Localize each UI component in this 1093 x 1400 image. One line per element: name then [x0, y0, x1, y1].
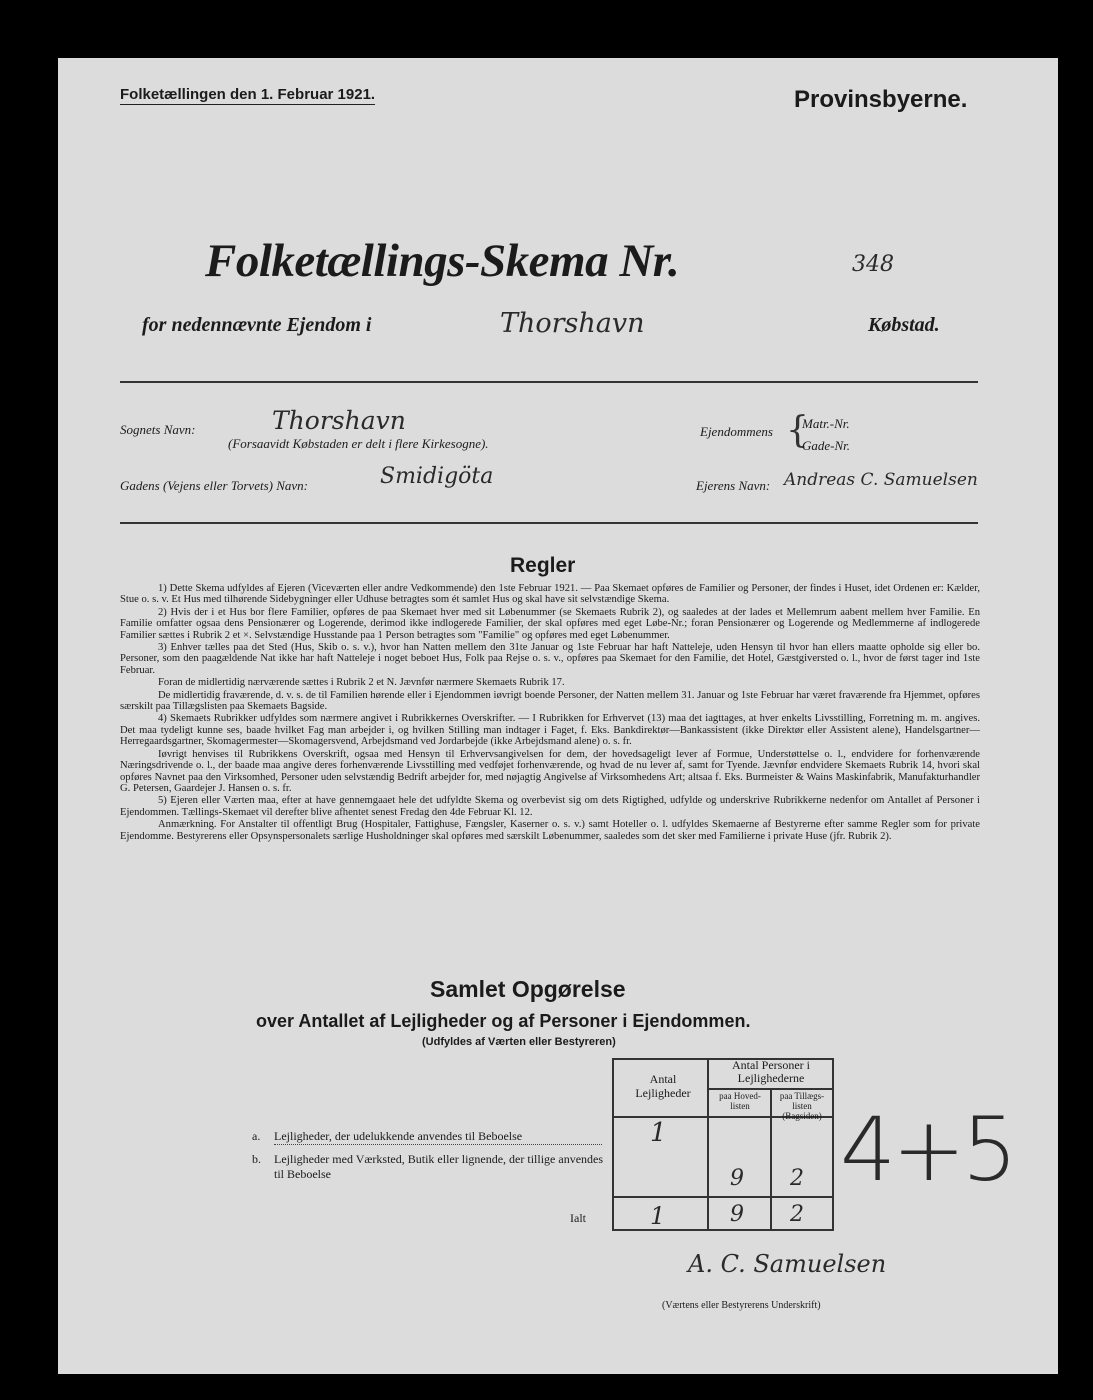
row-a-key: a.: [252, 1129, 261, 1143]
margin-note: 4+5: [840, 1098, 1014, 1201]
summary-subtitle: over Antallet af Lejligheder og af Personer i Ejendommen.: [256, 1011, 751, 1031]
rule-paragraph: 1) Dette Skema udfyldes af Ejeren (Viceværten eller andre Vedkommende) den 1ste Februar 1921. — Paa Skemaet opføres de Familier og Personer, der findes i Huset, idet Ordenen er: Kælder, Stue o. s. v. Et Hus med tilhørende Sidebygninger eller Udhuse betragtes som ét samlet Hus og skal have sit selvstændige Skema.: [120, 583, 980, 606]
row-b-label: Lejligheder med Værksted, Butik eller lignende, der tillige anvendes til Beboelse: [274, 1152, 604, 1181]
town-value: Thorshavn: [500, 308, 645, 339]
property-prefix: for nedennævnte Ejendom i: [142, 314, 372, 336]
row-b-supp: 2: [790, 1166, 804, 1191]
total-main: 9: [730, 1202, 744, 1227]
table-line: [707, 1088, 833, 1090]
rule-paragraph: 3) Enhver tælles paa det Sted (Hus, Skib o. s. v.), hvor han Natten mellem den 31te Januar og 1ste Februar har haft Natteleje, uden Hensyn til hvor han ellers maatte opholde sig eller bo. Personer, som den paagældende Nat ikke har haft Natteleje i noget beboet Hus, Folk paa Rejse o. s. v., opføres paa Skemaet for den Familie, det Hotel, Gæstgiversted o. l., hvor de først tager ind 1ste Februar.: [120, 642, 980, 676]
matr-label: Matr.-Nr.: [802, 416, 850, 431]
parish-label: Sognets Navn:: [120, 422, 196, 437]
census-title: Folketællingen den 1. Februar 1921.: [120, 86, 376, 103]
rule-paragraph: 2) Hvis der i et Hus bor flere Familier, opføres de paa Skemaet hver med sit Løbenummer (se Skemaets Rubrik 2), og saaledes at der lades et Mellemrum aabent mellem hver Familie. En Familie omfatter ogsaa dens Pensionærer og Logerende, derimod ikke indlogerede Familier, der skal opføres med eget Løbe-Nr.; foran Pensionærer og Logerende og Medlemmerne af indlogerede Familier sættes i Rubrik 2 et ×. Selvstændige Husstande paa 1 Person betragtes som "Familie" og opføres med eget Løbenummer.: [120, 606, 980, 641]
owner-label: Ejerens Navn:: [696, 478, 771, 493]
row-b-key: b.: [252, 1152, 261, 1166]
table-line: [612, 1196, 834, 1198]
gade-label: Gade-Nr.: [802, 438, 851, 453]
town-suffix: Købstad.: [868, 314, 940, 336]
rule-paragraph: 4) Skemaets Rubrikker udfyldes som nærmere angivet i Rubrikkernes Overskrifter. — I Rubrikken for Erhvervet (13) maa det iagttages, at hver enkelts Livsstilling, Forretning m. m. angives. Det maa tydeligt kunne ses, baade hvilket Fag man arbejder i, og hvilken Stilling man indtager i Faget, f. Eks. Bankdirektør—Bankassistent (ikke Direktør eller Assistent alene), Handelsgartner—Herregaardsgartner, Skomagermester—Skomagersvend, Arbejdsmand ved Jordarbejde (ikke Arbejdsmand alene) o. s. fr.: [120, 713, 980, 748]
row-a-apartments: 1: [650, 1118, 667, 1148]
rule-paragraph: Iøvrigt henvises til Rubrikkens Overskrift, ogsaa med Hensyn til Erhvervsangivelsen for dem, der hovedsageligt lever af Formue, Understøttelse o. l., endvidere for forhenværende Næringsdrivende o. l., der baade maa angive deres forhenværende Livsstilling med vedføjet forhenværende, og hvad de nu lever af, samt for Tyende. Jævnfør endvidere Skemaets Rubrik 14, hvori skal opføres Navnet paa den Virksomhed, Personer uden selvstændig Bedrift arbejder for, med nøjagtig Angivelse af Virksomhedens Art; altsaa f. Eks. Burmeister & Wains Maskinfabrik, Manufakturhandler G. Petersen, Gaardejer J. Hansen o. s. fr.: [120, 748, 980, 794]
parish-value: Thorshavn: [272, 406, 406, 435]
col-main-header: paa Hoved-listen: [719, 1091, 761, 1111]
total-label: Ialt: [570, 1211, 586, 1225]
summary-title: Samlet Opgørelse: [430, 976, 626, 1002]
rule-paragraph: 5) Ejeren eller Værten maa, efter at have gennemgaaet hele det udfyldte Skema og overbevist sig om dets Rigtighed, udfylde og underskrive Rubrikkerne nedenfor om Antallet af Personer i Ejendommen. Tællings-Skemaet vil derefter blive afhentet senest Fredag den 4de Februar Kl. 12.: [120, 795, 980, 818]
owner-signature: A. C. Samuelsen: [688, 1250, 887, 1278]
summary-note: (Udfyldes af Værten eller Bestyreren): [422, 1036, 616, 1048]
row-b-main: 9: [730, 1166, 744, 1191]
total-supp: 2: [790, 1202, 804, 1227]
rule-paragraph: De midlertidig fraværende, d. v. s. de til Familien hørende eller i Ejendommen iøvrigt boende Personer, der Natten mellem 31. Januar og 1ste Februar har været fraværende fra Hjemmet, opføres særskilt paa Tillægslisten paa Skemaets Bagside.: [120, 689, 980, 713]
rules-text: [120, 583, 980, 843]
table-line: [832, 1058, 834, 1230]
street-label: Gadens (Vejens eller Torvets) Navn:: [120, 478, 308, 493]
form-number: 348: [852, 252, 894, 277]
rule-paragraph: Foran de midlertidig nærværende sættes i Rubrik 2 et N. Jævnfør nærmere Skemaets Rubrik 17.: [158, 677, 565, 689]
table-line: [707, 1058, 709, 1230]
fields-divider: [120, 522, 978, 524]
form-title: Folketællings-Skema Nr.: [205, 235, 680, 287]
table-line: [770, 1088, 772, 1230]
signature-caption: (Værtens eller Bestyrerens Underskrift): [662, 1300, 821, 1311]
region-label: Provinsbyerne.: [794, 86, 968, 113]
rule-paragraph: Anmærkning. For Anstalter til offentligt Brug (Hospitaler, Fattighuse, Fængsler, Kaserner o. s. v.) samt Hoteller o. l. udfyldes Skemaerne af Bestyrerne efter samme Regler som for private Ejendomme. Bestyrerens eller Opsynspersonalets særlige Husholdninger skal opføres med særskilt Løbenummer, saaledes som det sker med Familierne i private Huse (jfr. Rubrik 2).: [120, 819, 980, 842]
total-apartments: 1: [650, 1202, 666, 1230]
parish-note: (Forsaavidt Købstaden er delt i flere Kirkesogne).: [228, 436, 489, 451]
street-value: Smidigöta: [380, 464, 494, 489]
row-a-label: Lejligheder, der udelukkende anvendes til Beboelse: [274, 1129, 602, 1145]
col-apartments-header: Antal Lejligheder: [635, 1072, 691, 1100]
top-divider: [120, 381, 978, 383]
table-line: [612, 1229, 834, 1231]
col-persons-header: Antal Personer i Lejlighederne: [732, 1058, 810, 1085]
owner-value: Andreas C. Samuelsen: [784, 470, 978, 490]
brace-icon: {: [786, 410, 809, 451]
table-line: [612, 1058, 614, 1230]
col-supp-header: paa Tillægs-listen (Bagsiden): [779, 1091, 825, 1121]
rules-heading: Regler: [510, 554, 576, 577]
property-label: Ejendommens: [700, 424, 773, 439]
